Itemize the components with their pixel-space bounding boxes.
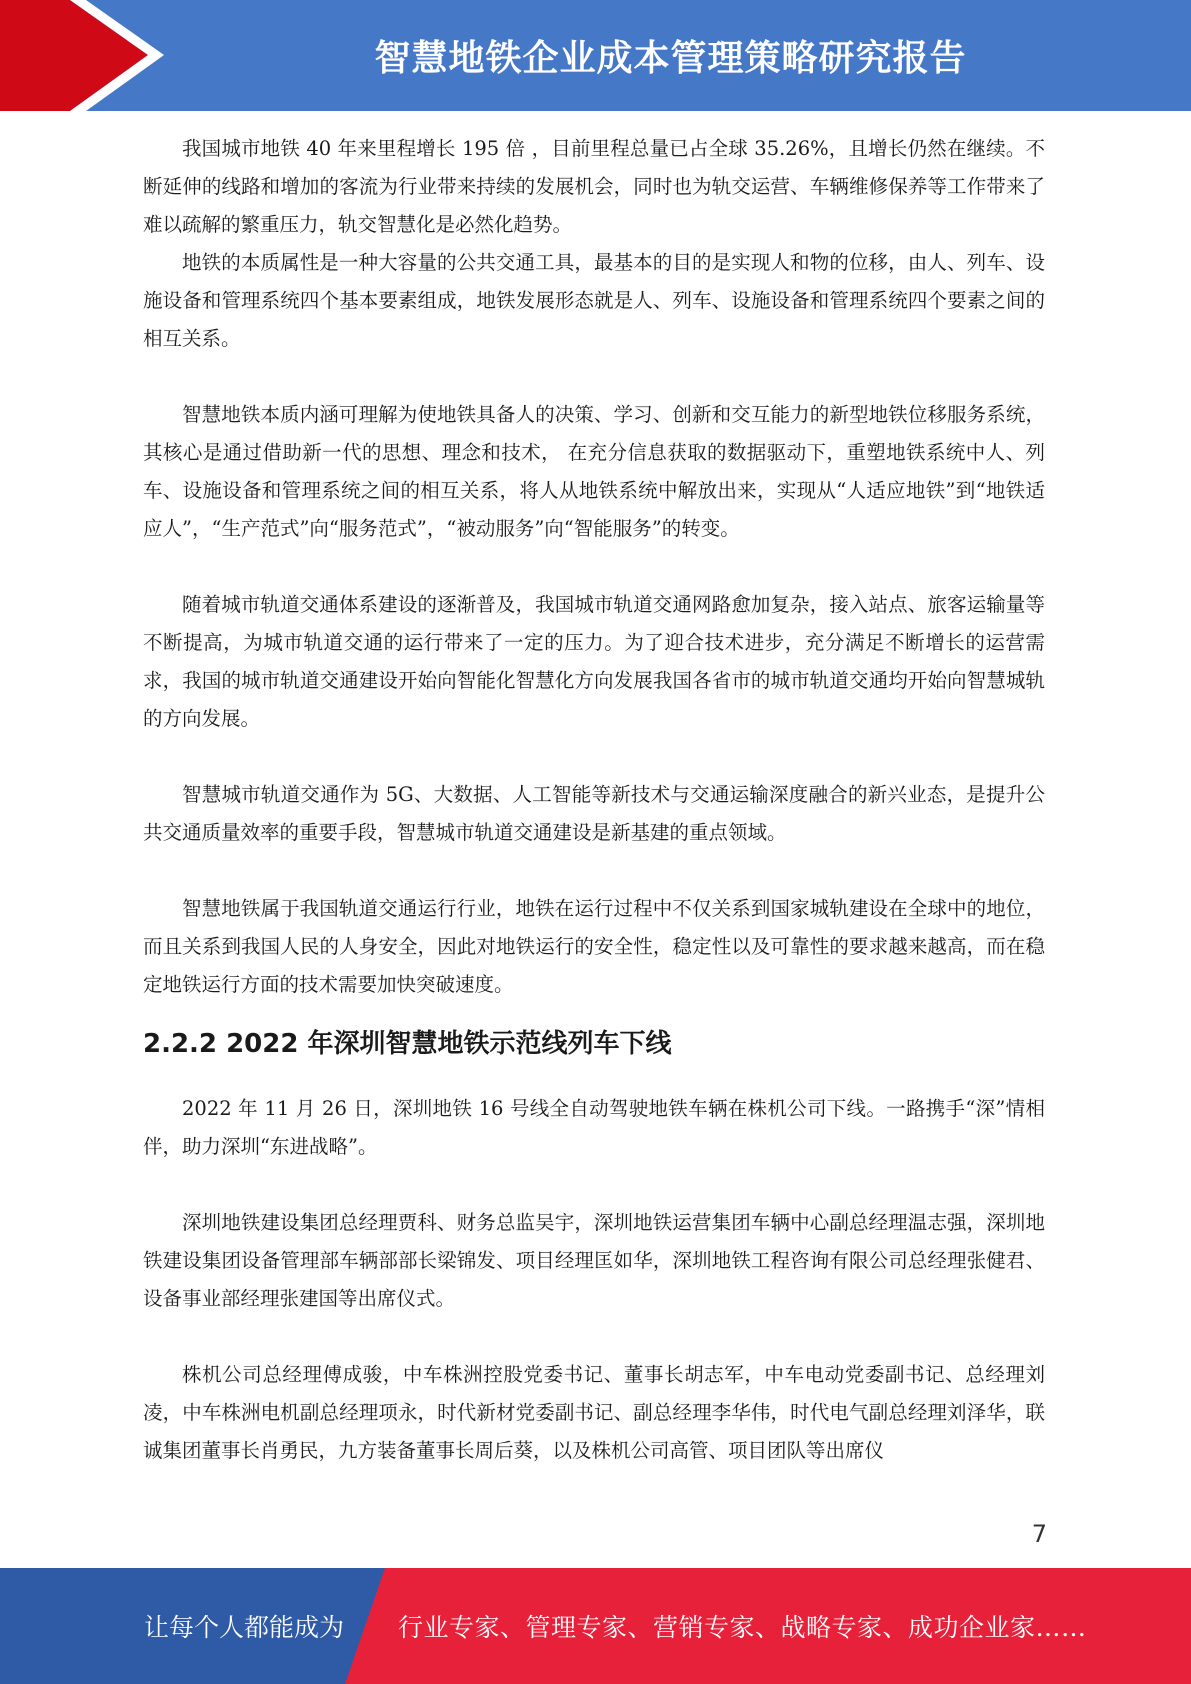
page-number: 7 xyxy=(1031,1520,1047,1548)
paragraph: 株机公司总经理傅成骏，中车株洲控股党委书记、董事长胡志军，中车电动党委副书记、总经理刘凌，中车株洲电机副总经理项永，时代新材党委副书记、副总经理李华伟，时代电气副总经理刘泽华，联诚集团董事长肖勇民，九方装备董事长周后葵，以及株机公司高管、项目团队等出席仪 xyxy=(143,1363,1045,1462)
paragraph: 智慧城市轨道交通作为 5G、大数据、人工智能等新技术与交通运输深度融合的新兴业态，是提升公共交通质量效率的重要手段，智慧城市轨道交通建设是新基建的重点领域。 xyxy=(143,783,1045,844)
paragraph: 智慧地铁属于我国轨道交通运行行业，地铁在运行过程中不仅关系到国家城轨建设在全球中的地位，而且关系到我国人民的人身安全，因此对地铁运行的安全性，稳定性以及可靠性的要求越来越高，而在稳定地铁运行方面的技术需要加快突破速度。 xyxy=(143,897,1045,996)
section-heading: 2.2.2 2022 年深圳智慧地铁示范线列车下线 xyxy=(143,1029,672,1059)
paragraph: 地铁的本质属性是一种大容量的公共交通工具，最基本的目的是实现人和物的位移，由人、列车、设施设备和管理系统四个基本要素组成，地铁发展形态就是人、列车、设施设备和管理系统四个要素之间的相互关系。 xyxy=(143,251,1045,350)
footer-slogan-right: 行业专家、管理专家、营销专家、战略专家、成功企业家…… xyxy=(398,1613,1087,1642)
report-header xyxy=(0,0,1191,111)
page-content xyxy=(143,130,1045,1470)
paragraph: 深圳地铁建设集团总经理贾科、财务总监吴宇，深圳地铁运营集团车辆中心副总经理温志强，深圳地铁建设集团设备管理部车辆部部长梁锦发、项目经理匡如华，深圳地铁工程咨询有限公司总经理张健君、设备事业部经理张建国等出席仪式。 xyxy=(143,1211,1045,1310)
paragraph: 2022 年 11 月 26 日，深圳地铁 16 号线全自动驾驶地铁车辆在株机公司下线。一路携手“深”情相伴，助力深圳“东进战略”。 xyxy=(143,1097,1045,1158)
paragraph: 随着城市轨道交通体系建设的逐渐普及，我国城市轨道交通网路愈加复杂，接入站点、旅客运输量等不断提高，为城市轨道交通的运行带来了一定的压力。为了迎合技术进步，充分满足不断增长的运营需求，我国的城市轨道交通建设开始向智能化智慧化方向发展我国各省市的城市轨道交通均开始向智慧城轨的方向发展。 xyxy=(143,593,1045,730)
report-title: 智慧地铁企业成本管理策略研究报告 xyxy=(374,38,967,79)
report-footer xyxy=(0,1568,1191,1684)
paragraph: 我国城市地铁 40 年来里程增长 195 倍 ，目前里程总量已占全球 35.26%，且增长仍然在继续。不断延伸的线路和增加的客流为行业带来持续的发展机会，同时也为轨交运营、车辆维修保养等工作带来了难以疏解的繁重压力，轨交智慧化是必然化趋势。 xyxy=(143,137,1045,236)
paragraph: 智慧地铁本质内涵可理解为使地铁具备人的决策、学习、创新和交互能力的新型地铁位移服务系统，其核心是通过借助新一代的思想、理念和技术， 在充分信息获取的数据驱动下，重塑地铁系统中人、列车、设施设备和管理系统之间的相互关系，将人从地铁系统中解放出来，实现从“人适应地铁”到“地铁适应人”，“生产范式”向“服务范式”，“被动服务”向“智能服务”的转变。 xyxy=(143,403,1045,540)
footer-slogan-left: 让每个人都能成为 xyxy=(144,1613,345,1642)
